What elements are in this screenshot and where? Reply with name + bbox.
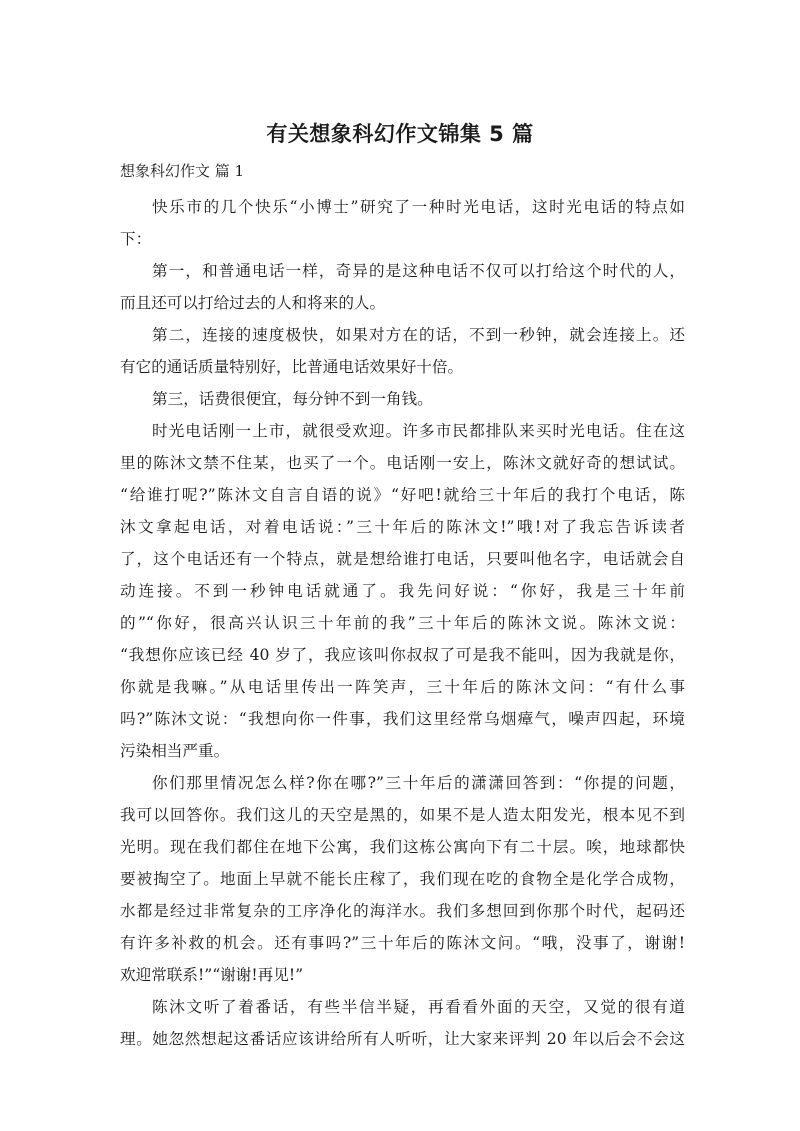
text-line: 了，这个电话还有一个特点，就是想给谁打电话，只要叫他名字，电话就会自 — [120, 550, 685, 568]
text-line: 动连接。不到一秒钟电话就通了。我先问好说：“你好，我是三十年前 — [120, 582, 685, 600]
text-line: 快乐市的几个快乐“小博士”研究了一种时光电话，这时光电话的特点如 — [152, 198, 685, 216]
text-line: 第三，话费很便宜，每分钟不到一角钱。 — [152, 390, 433, 408]
text-line: 时光电话刚一上市，就很受欢迎。许多市民都排队来买时光电话。住在这 — [152, 422, 685, 440]
text-line: 下： — [120, 230, 152, 248]
text-line: 第一，和普通电话一样，奇异的是这种电话不仅可以打给这个时代的人， — [152, 262, 685, 280]
section-heading: 想象科幻作文 篇 1 — [120, 162, 245, 180]
text-line: 水都是经过非常复杂的工序净化的海洋水。我们多想回到你那个时代，起码还 — [120, 902, 685, 920]
text-line: “我想你应该已经 40 岁了，我应该叫你叔叔了可是我不能叫，因为我就是你， — [120, 646, 685, 664]
text-line: 沐文拿起电话，对着电话说：”三十年后的陈沐文!”哦!对了我忘告诉读者 — [120, 518, 685, 536]
text-line: 而且还可以打给过去的人和将来的人。 — [120, 294, 386, 312]
text-line: 你就是我嘛。”从电话里传出一阵笑声，三十年后的陈沐文问：“有什么事 — [120, 678, 685, 696]
text-line: 有许多补救的机会。还有事吗?”三十年后的陈沐文问。“哦，没事了，谢谢! — [120, 934, 685, 952]
text-line: 欢迎常联系!”“谢谢!再见!” — [120, 966, 304, 984]
text-line: 里的陈沐文禁不住某，也买了一个。电话刚一安上，陈沐文就好奇的想试试。 — [120, 454, 685, 472]
text-line: 理。她忽然想起这番话应该讲给所有人听听，让大家来评判 20 年以后会不会这 — [120, 1030, 685, 1048]
text-line: “给谁打呢?”陈沐文自言自语的说》“好吧!就给三十年后的我打个电话，陈 — [120, 486, 685, 504]
text-line: 有它的通话质量特别好，比普通电话效果好十倍。 — [120, 358, 464, 376]
text-line: 吗?”陈沐文说：“我想向你一件事，我们这里经常乌烟瘴气，噪声四起，环境 — [120, 710, 685, 728]
text-line: 你们那里情况怎么样?你在哪?”三十年后的潇潇回答到：“你提的问题， — [152, 774, 685, 792]
text-line: 我可以回答你。我们这儿的天空是黑的，如果不是人造太阳发光，根本见不到 — [120, 806, 685, 824]
text-line: 的”“你好，很高兴认识三十年前的我”三十年后的陈沐文说。陈沐文说： — [120, 614, 685, 632]
text-line: 陈沐文听了着番话，有些半信半疑，再看看外面的天空，又觉的很有道 — [152, 998, 685, 1016]
text-line: 第二，连接的速度极快，如果对方在的话，不到一秒钟，就会连接上。还 — [152, 326, 685, 344]
page-title: 有关想象科幻作文锦集 5 篇 — [266, 122, 534, 146]
text-line: 要被掏空了。地面上早就不能长庄稼了，我们现在吃的食物全是化学合成物， — [120, 870, 685, 888]
text-line: 污染相当严重。 — [120, 742, 230, 760]
text-line: 光明。现在我们都住在地下公寓，我们这栋公寓向下有二十层。唉，地球都快 — [120, 838, 685, 856]
